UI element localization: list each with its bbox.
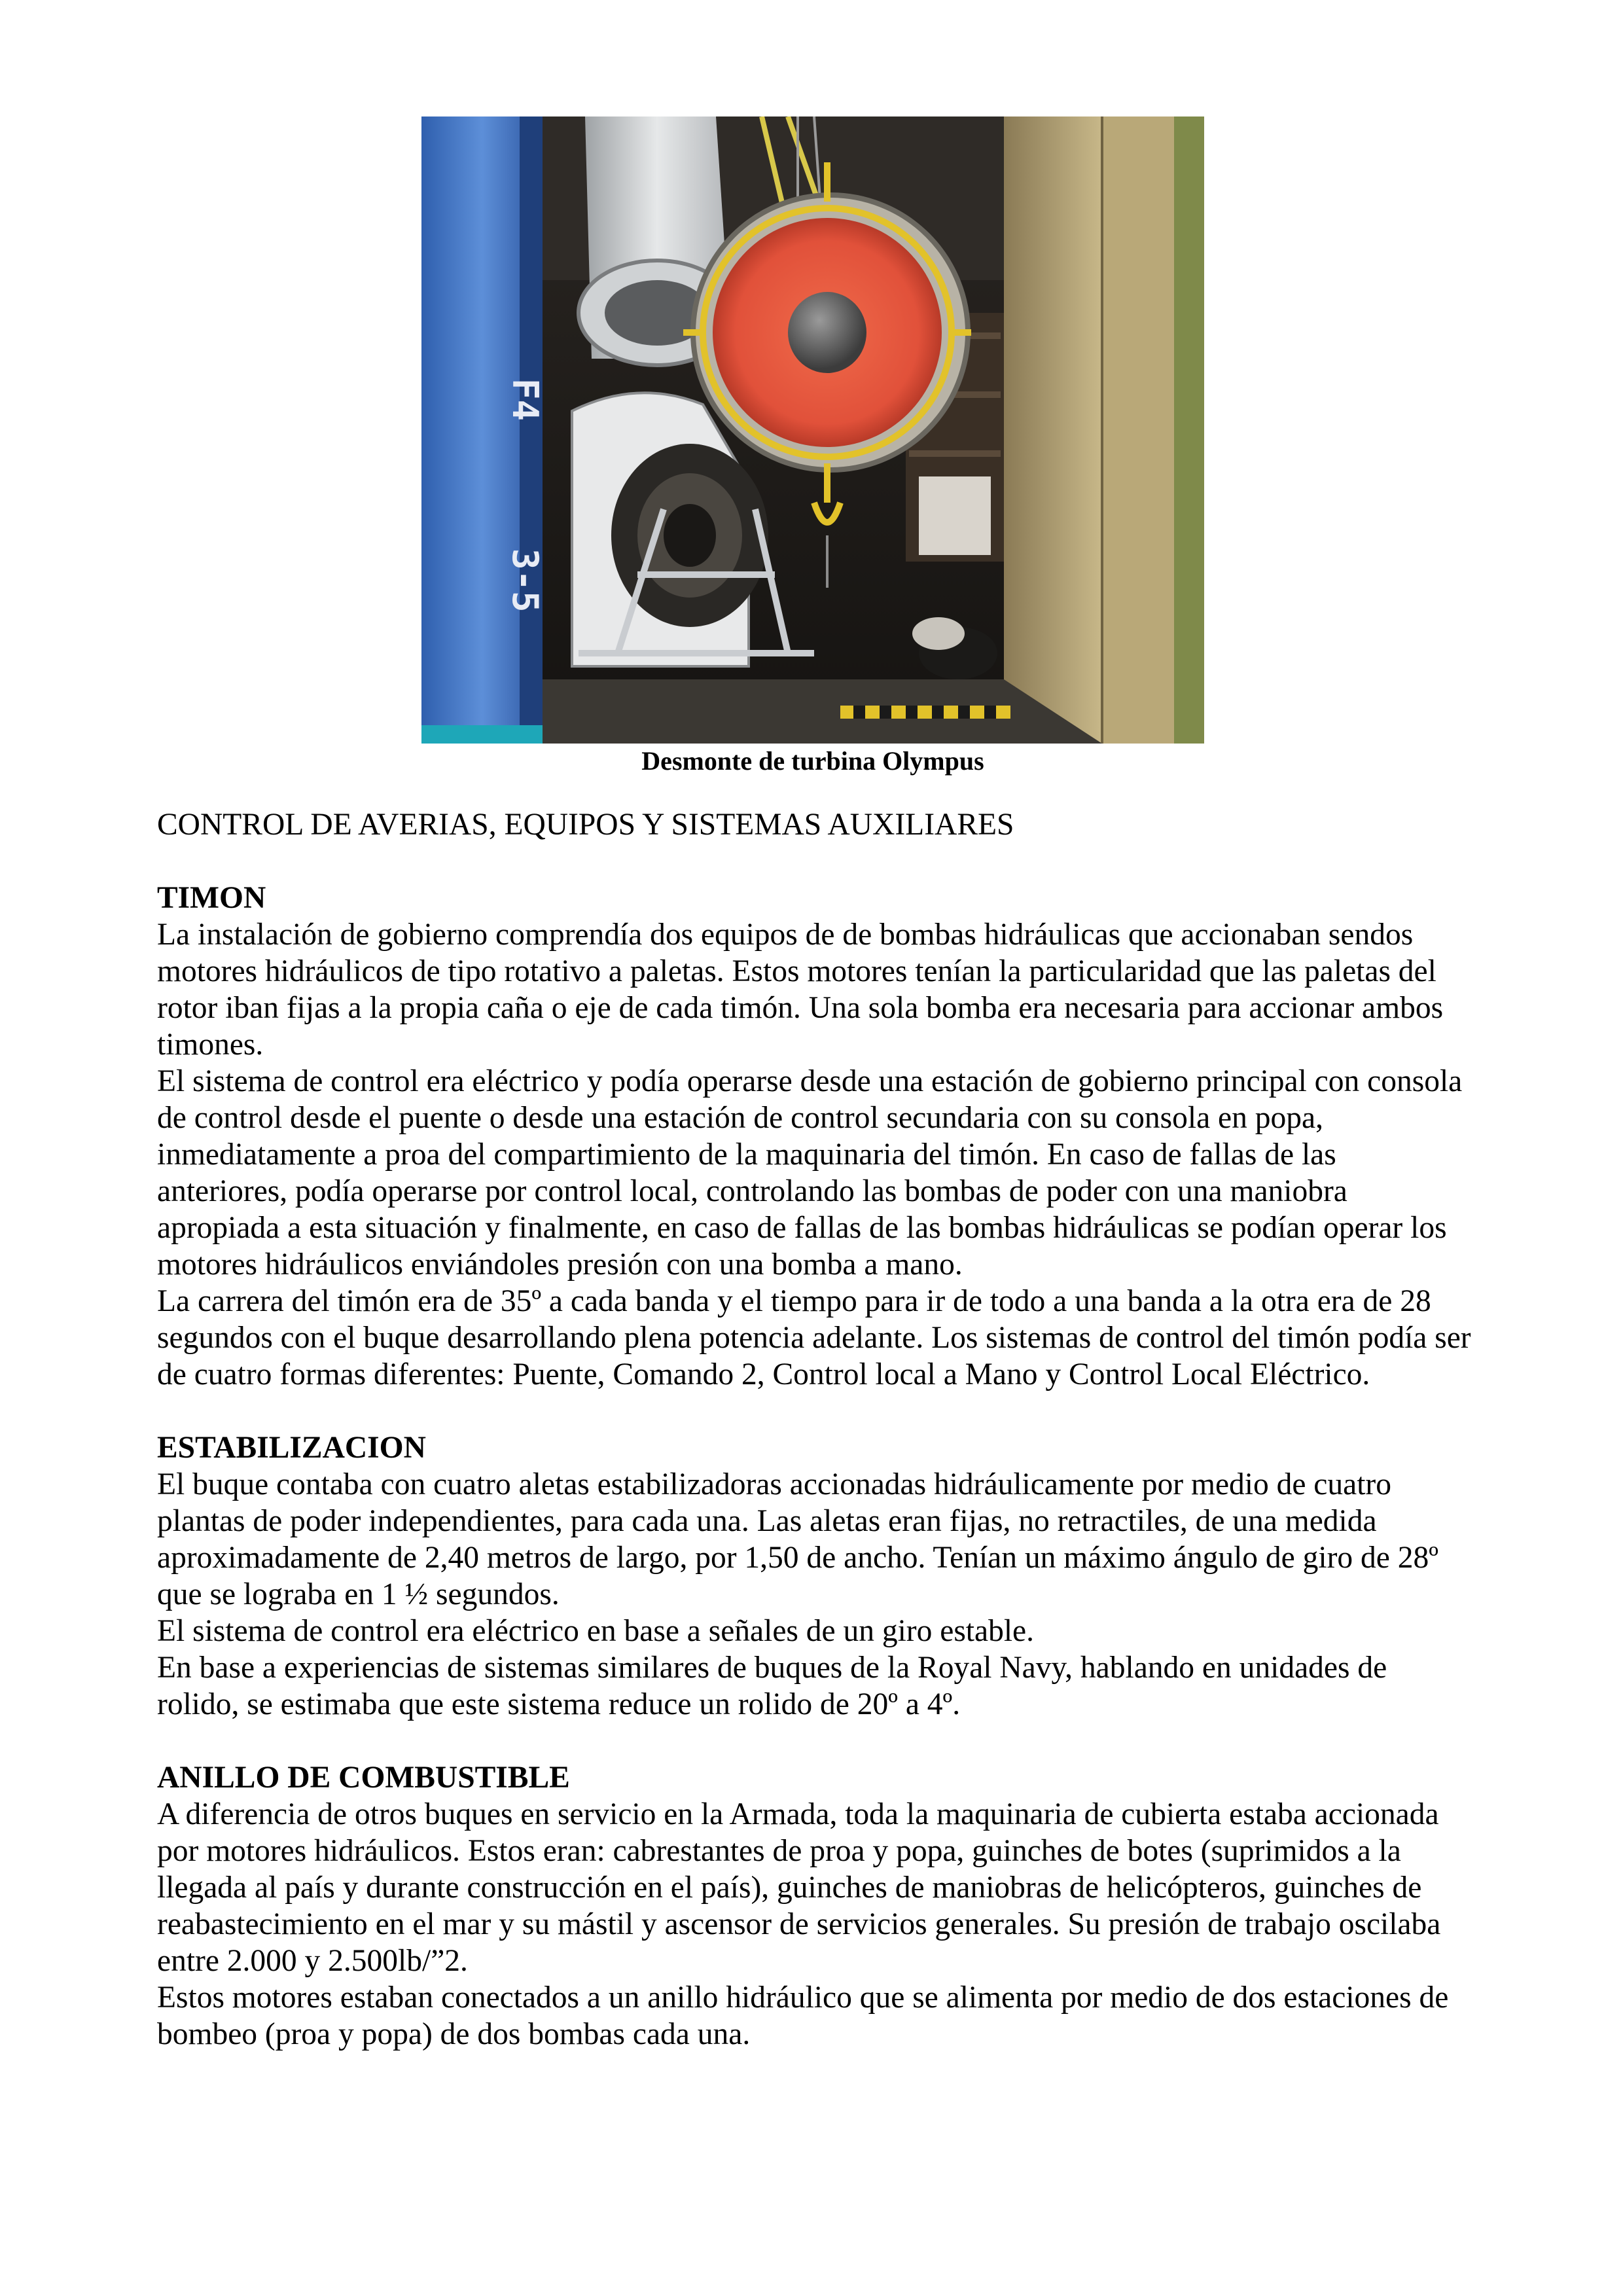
paragraph: Estos motores estaban conectados a un anillo hidráulico que se alimenta por medio de dos estaciones de bombeo (proa y popa) de dos bombas cada una. (157, 1981, 1449, 2051)
section-heading: ESTABILIZACION (157, 1431, 426, 1465)
paragraph: El sistema de control era eléctrico en base a señales de un giro estable. (157, 1614, 1034, 1648)
turbine-removal-photo (421, 117, 1204, 744)
main-title: CONTROL DE AVERIAS, EQUIPOS Y SISTEMAS AUXILIARES (157, 808, 1014, 842)
section-anillo-de-combustible (157, 1759, 1472, 2053)
section-timon (157, 880, 1472, 1393)
svg-text:3-5: 3-5 (505, 548, 546, 613)
section-heading: TIMON (157, 881, 266, 915)
document-body (157, 806, 1472, 2053)
svg-text:F4: F4 (505, 378, 546, 422)
section-heading: ANILLO DE COMBUSTIBLE (157, 1761, 570, 1795)
paragraph: La instalación de gobierno comprendía dos equipos de de bombas hidráulicas que accionaban sendos motores hidráulicos de tipo rotativo a paletas. Estos motores tenían la particularidad que las paletas del rotor iban fijas a la propia caña o eje de cada timón. Una sola bomba era necesaria para accionar ambos timones. (157, 918, 1444, 1062)
figure-caption: Desmonte de turbina Olympus (641, 746, 984, 776)
paragraph: El buque contaba con cuatro aletas estabilizadoras accionadas hidráulicamente por medio de cuatro plantas de poder independientes, para cada una. Las aletas eran fijas, no retractiles, de una medida aproximadamente de 2,40 metros de largo, por 1,50 de ancho. Tenían un máximo ángulo de giro de 28º que se lograba en 1 ½ segundos. (157, 1467, 1438, 1611)
paragraph: En base a experiencias de sistemas similares de buques de la Royal Navy, hablando en unidades de rolido, se estimaba que este sistema reduce un rolido de 20º a 4º. (157, 1651, 1387, 1721)
paragraph: El sistema de control era eléctrico y podía operarse desde una estación de gobierno principal con consola de control desde el puente o desde una estación de control secundaria con su consola en popa, inmediatamente a proa del compartimiento de la maquinaria del timón. En caso de fallas de las anteriores, podía operarse por control local, controlando las bombas de poder con una maniobra apropiada a esta situación y finalmente, en caso de fallas de las bombas hidráulicas se podían operar los motores hidráulicos enviándoles presión con una bomba a mano. (157, 1064, 1463, 1282)
paragraph: A diferencia de otros buques en servicio en la Armada, toda la maquinaria de cubierta estaba accionada por motores hidráulicos. Estos eran: cabrestantes de proa y popa, guinches de botes (suprimidos a la llegada al país y durante construcción en el país), guinches de maniobras de helicópteros, guinches de reabastecimiento en el mar y su mástil y ascensor de servicios generales. Su presión de trabajo oscilaba entre 2.000 y 2.500lb/”2. (157, 1797, 1441, 1978)
section-estabilizacion (157, 1429, 1472, 1723)
paragraph: La carrera del timón era de 35º a cada banda y el tiempo para ir de todo a una banda a la otra era de 28 segundos con el buque desarrollando plena potencia adelante. Los sistemas de control del timón podía ser de cuatro formas diferentes: Puente, Comando 2, Control local a Mano y Control Local Eléctrico. (157, 1284, 1471, 1391)
